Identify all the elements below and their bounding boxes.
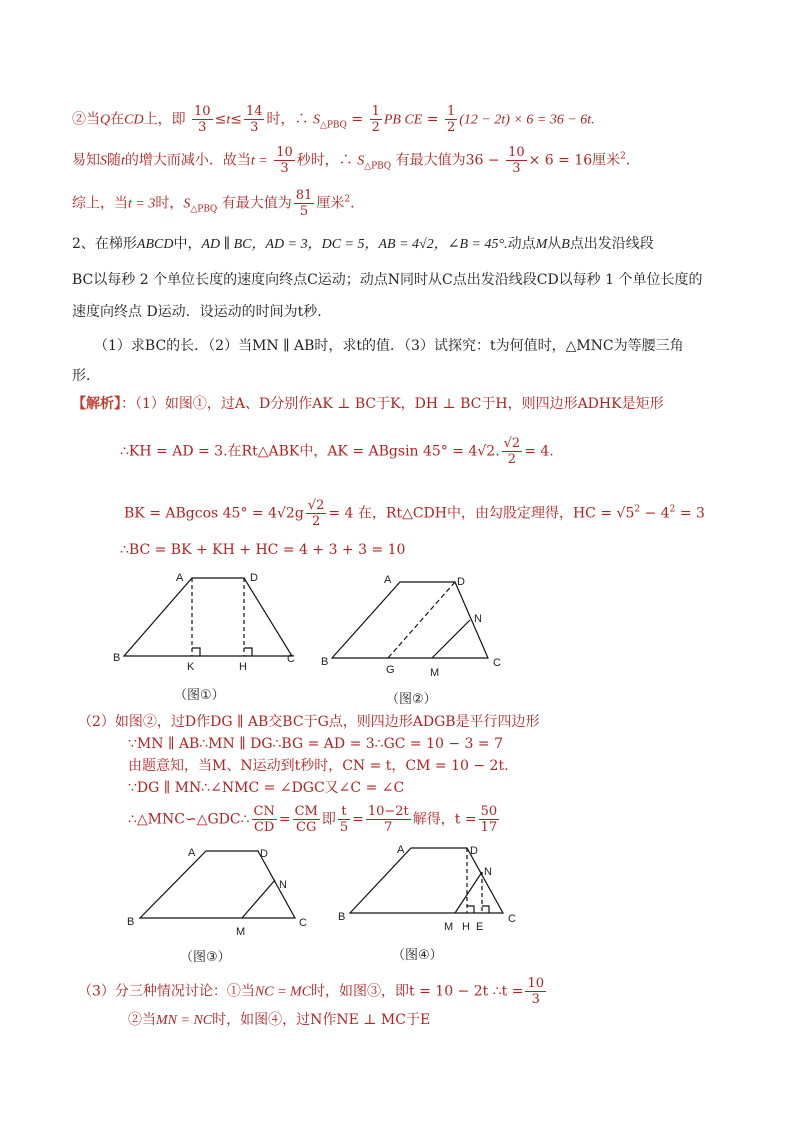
fig4-label-H: H (462, 921, 470, 933)
fig3-caption: （图③） (180, 950, 231, 965)
fig1-label-D: D (250, 572, 258, 584)
fig1-label-B: B (113, 652, 121, 664)
fig4-label-A: A (397, 844, 405, 856)
line-monotone: 易知S随t的增大而减小．故当t = $\frac{10}{3}$ 秒时，∴ $S_{\triangle PBQ}$ 有最大值为36 − $\frac{10}{3}$ × 6 = 16厘米$^2$. (72, 145, 631, 176)
solution-part2-bg: ∵MN ∥ AB∴MN ∥ DG∴BG = AD = 3∴GC = 10 − 3 = 7 (128, 736, 503, 752)
fig1-label-K: K (187, 661, 195, 673)
fig3-label-M: M (236, 926, 246, 938)
fig4-label-E: E (476, 921, 484, 933)
line-summary: 综上，当t = 3时，$S_{\triangle PBQ}$ 有最大值为 $\frac{81}{5}$ 厘米$^2$. (72, 188, 355, 219)
problem2-line2: BC以每秒 2 个单位长度的速度向终点C运动；动点N同时从C点出发沿线段CD以每秒 1 个单位长度的 (72, 272, 703, 288)
solution-part1-intro: 【解析】：（1）如图①，过A、D分别作AK ⊥ BC于K，DH ⊥ BC于H，则四边形ADHK是矩形 (72, 396, 664, 412)
solution-part2-intro: （2）如图②，过D作DG ∥ AB交BC于G点，则四边形ADGB是平行四边形 (78, 714, 540, 730)
fig4-label-C: C (508, 913, 516, 925)
figure-1 (124, 578, 292, 656)
fig2-label-D: D (457, 576, 465, 588)
fig4-label-D: D (470, 845, 478, 857)
fig4-caption: （图④） (392, 948, 443, 963)
solution-bc: ∴BC = BK + KH + HC = 4 + 3 + 3 = 10 (120, 542, 406, 558)
fig2-label-G: G (386, 664, 395, 676)
fig1-label-H: H (239, 661, 247, 673)
fig3-label-D: D (260, 848, 268, 860)
solution-ak: ∴KH = AD = 3.在Rt△ABK中，AK = ABgsin 45° = 4√2. $\frac{√2}{2}$ = 4. (120, 436, 554, 467)
problem2-line3: 速度向终点 D运动．设运动的时间为t秒． (72, 304, 332, 320)
solution-part3-case1: （3）分三种情况讨论：①当NC = MC时，如图③，即t = 10 − 2t ∴t = $\frac{10}{3}$ (78, 976, 544, 1007)
fig3-label-N: N (279, 879, 287, 891)
solution-part3-case2: ②当MN = NC时，如图④，过N作NE ⊥ MC于E (128, 1012, 431, 1028)
figure-4 (350, 848, 503, 913)
fig2-label-C: C (493, 657, 501, 669)
solution-part2-similar: ∴△MNC∽△GDC∴ $\frac{CN}{CD}$ = $\frac{CM}{CG}$ 即 $\frac{t}{5}$ = $\frac{10-2t}{7}$ 解得，t = $\frac{50}{17}$ (128, 804, 498, 835)
fig2-label-N: N (474, 613, 482, 625)
fig2-label-A: A (384, 574, 392, 586)
fig3-label-B: B (127, 916, 135, 928)
fig4-label-B: B (338, 911, 346, 923)
solution-bk-hc: BK = ABgcos 45° = 4√2g $\frac{√2}{2}$ = 4 在，Rt△CDH中，由勾股定理得，HC = $√5^2 - 4^2 = 3$ (124, 498, 705, 529)
fig1-label-A: A (176, 572, 184, 584)
problem2-line1: 2、在梯形ABCD中，AD ∥ BC，AD = 3，DC = 5，AB = 4√2，∠B = 45°.动点M从B点出发沿线段 (72, 236, 654, 252)
figure-2 (332, 582, 488, 658)
figure-3 (140, 851, 295, 918)
fig3-label-C: C (299, 917, 307, 929)
fig2-label-B: B (321, 656, 329, 668)
fig4-label-M: M (444, 921, 454, 933)
problem2-questions-cont: 形． (72, 368, 100, 384)
solution-part2-angles: ∵DG ∥ MN∴∠NMC = ∠DGC又∠C = ∠C (128, 780, 405, 796)
fig1-caption: （图①） (174, 688, 225, 703)
fig2-label-M: M (430, 667, 440, 679)
fig3-label-A: A (188, 847, 196, 859)
line-case2: ②当Q在CD上，即 $\frac{10}{3}$ ≤t≤ $\frac{14}{3}$ 时，∴ $S_{\triangle PBQ}$ = $\frac{1}{2}$ PB CE = $\frac{1}{2}$ (12 − 2t) × 6 = 36 − 6t. (72, 104, 595, 135)
fig4-label-N: N (484, 866, 492, 878)
fig2-caption: （图②） (386, 692, 437, 707)
fig1-label-C: C (287, 653, 295, 665)
solution-part2-motion: 由题意知，当M、N运动到t秒时，CN = t，CM = 10 − 2t. (128, 758, 509, 774)
problem2-questions: （1）求BC的长．（2）当MN ∥ AB时，求t的值．（3）试探究：t为何值时，△MNC为等腰三角 (94, 338, 684, 354)
